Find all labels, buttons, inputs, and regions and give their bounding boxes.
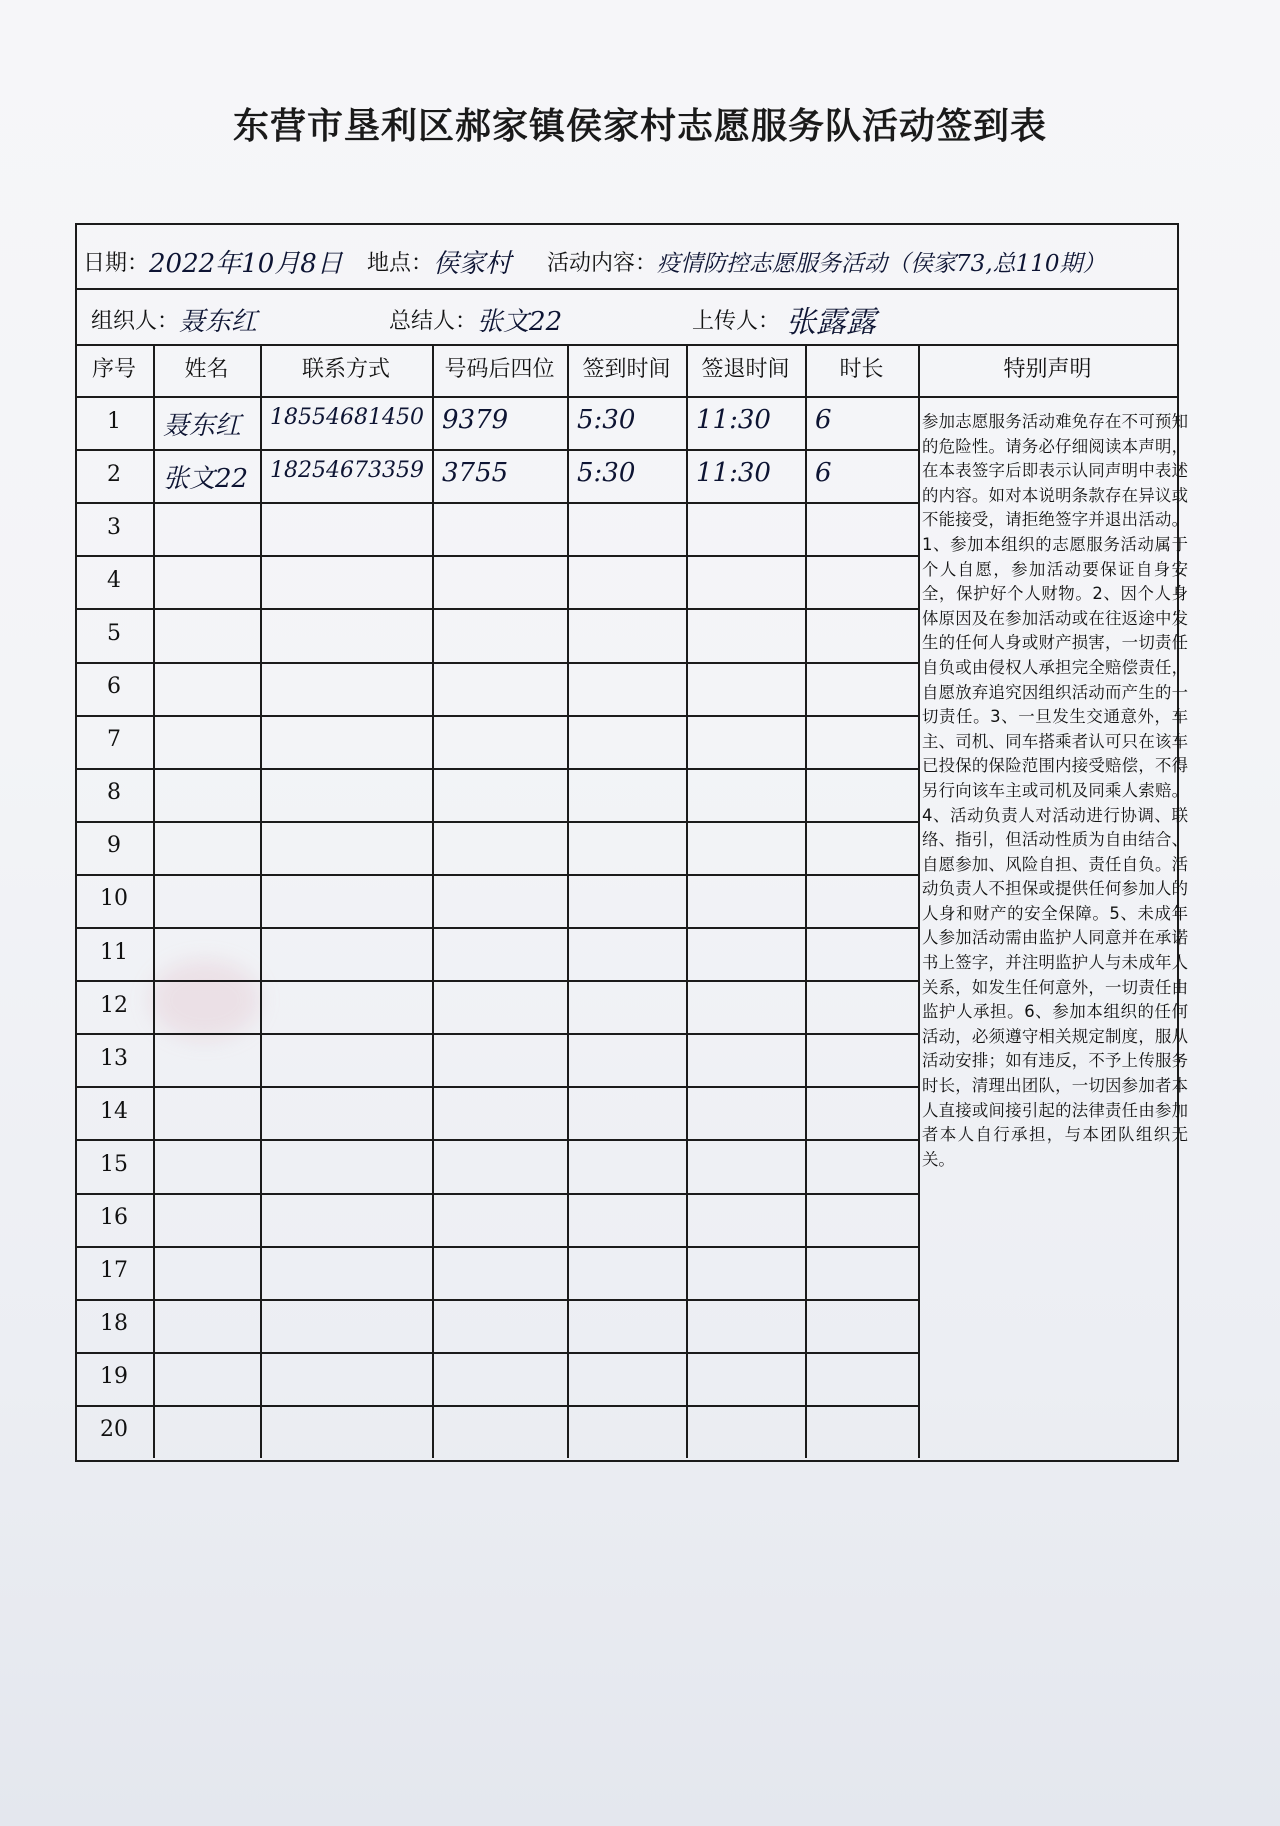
table-row-divider <box>75 555 918 557</box>
table-row-divider <box>75 449 918 451</box>
page-title: 东营市垦利区郝家镇侯家村志愿服务队活动签到表 <box>232 106 1047 147</box>
header-out: 签退时间 <box>701 357 790 382</box>
row-number: 3 <box>107 514 121 540</box>
column-divider <box>686 344 688 1458</box>
table-row-divider <box>75 927 918 929</box>
organizer-label: 组织人： <box>91 308 180 334</box>
cell-last4: 3755 <box>442 457 509 488</box>
cell-in: 5:30 <box>577 404 636 435</box>
row-number: 9 <box>107 833 121 859</box>
row-number: 15 <box>100 1151 128 1177</box>
table-row-divider <box>75 821 918 823</box>
header-in: 签到时间 <box>582 357 671 382</box>
table-row-divider <box>75 768 918 770</box>
uploader-value: 张露露 <box>786 305 877 340</box>
table-row-divider <box>75 608 918 610</box>
row-number: 6 <box>107 674 121 700</box>
info-row-people <box>77 296 1177 342</box>
table-row-divider <box>75 1086 918 1088</box>
cell-name: 张文22 <box>163 463 249 494</box>
table-row-divider <box>75 1352 918 1354</box>
table-row-divider <box>75 1193 918 1195</box>
column-divider <box>432 344 434 1458</box>
row-number: 19 <box>100 1364 128 1390</box>
info-divider <box>75 288 1177 290</box>
organizer-value: 聂东红 <box>179 306 258 337</box>
summarizer-label: 总结人： <box>389 308 478 334</box>
cell-hours: 6 <box>815 404 832 435</box>
row-number: 18 <box>100 1311 128 1337</box>
row-number: 8 <box>107 780 121 806</box>
header-name: 姓名 <box>184 357 229 382</box>
summarizer-value: 张文22 <box>477 306 563 337</box>
cell-name: 聂东红 <box>163 410 242 441</box>
location-value: 侯家村 <box>433 248 512 279</box>
column-divider <box>153 344 155 1458</box>
column-divider <box>260 344 262 1458</box>
header-notice: 特别声明 <box>1003 357 1092 382</box>
date-label: 日期： <box>83 250 150 276</box>
special-notice-text: 参加志愿服务活动难免存在不可预知的危险性。请务必仔细阅读本声明，在本表签字后即表示认同声明中表述的内容。如对本说明条款存在异议或不能接受，请拒绝签字并退出活动。1、参加本组织的志愿服务活动属于个人自愿，参加活动要保证自身安全，保护好个人财物。2、因个人身体原因及在参加活动或在往返途中发生的任何人身或财产损害，一切责任自负或由侵权人承担完全赔偿责任，自愿放弃追究因组织活动而产生的一切责任。3、一旦发生交通意外，车主、司机、同车搭乘者认可只在该车已投保的保险范围内接受赔偿，不得另行向该车主或司机及同乘人索赔。4、活动负责人对活动进行协调、联络、指引，但活动性质为自由结合、自愿参加、风险自担、责任自负。活动负责人不担保或提供任何参加人的人身和财产的安全保障。5、未成年人参加活动需由监护人同意并在承诺书上签字，并注明监护人与未成年人关系，如发生任何意外，一切责任由监护人承担。6、参加本组织的任何活动，必须遵守相关规定制度，服从活动安排；如有违反，不予上传服务时长，清理出团队，一切因参加者本人直接或间接引起的法律责任由参加者本人自行承担，与本团队组织无关。 <box>922 412 1188 1169</box>
header-seq: 序号 <box>91 357 136 382</box>
column-divider <box>918 344 920 1458</box>
row-number: 1 <box>107 408 121 434</box>
column-divider <box>567 344 569 1458</box>
row-number: 14 <box>100 1098 128 1124</box>
table-row-divider <box>75 874 918 876</box>
table-row-divider <box>75 502 918 504</box>
cell-out: 11:30 <box>696 404 771 435</box>
row-number: 4 <box>107 567 121 593</box>
content-value: 疫情防控志愿服务活动（侯家73,总110期） <box>657 250 1106 277</box>
header-phone: 联系方式 <box>301 357 390 382</box>
table-row-divider <box>75 1299 918 1301</box>
info-row-date <box>77 238 1177 284</box>
table-row-divider <box>75 1033 918 1035</box>
table-row-divider <box>75 980 918 982</box>
row-number: 13 <box>100 1045 128 1071</box>
content-label: 活动内容： <box>547 250 658 276</box>
table-row-divider <box>75 1246 918 1248</box>
row-number: 20 <box>100 1417 128 1443</box>
table-row-divider <box>75 662 918 664</box>
column-divider <box>805 344 807 1458</box>
row-number: 2 <box>107 461 121 487</box>
uploader-label: 上传人： <box>692 308 781 334</box>
table-row-divider <box>75 715 918 717</box>
cell-phone: 18254673359 <box>270 457 424 483</box>
table-row-divider <box>75 1139 918 1141</box>
date-value: 2022年10月8日 <box>149 248 343 279</box>
location-label: 地点： <box>367 250 434 276</box>
row-number: 10 <box>100 886 128 912</box>
row-number: 5 <box>107 620 121 646</box>
row-number: 16 <box>100 1205 128 1231</box>
header-hours: 时长 <box>839 357 884 382</box>
row-number: 12 <box>100 992 128 1018</box>
cell-last4: 9379 <box>442 404 509 435</box>
cell-phone: 18554681450 <box>270 404 424 430</box>
row-number: 7 <box>107 727 121 753</box>
cell-out: 11:30 <box>696 457 771 488</box>
row-number: 11 <box>100 939 128 965</box>
table-row-divider <box>75 1405 918 1407</box>
header-bottom-line <box>75 396 1179 398</box>
header-last4: 号码后四位 <box>444 357 555 382</box>
row-number: 17 <box>100 1258 128 1284</box>
cell-hours: 6 <box>815 457 832 488</box>
cell-in: 5:30 <box>577 457 636 488</box>
